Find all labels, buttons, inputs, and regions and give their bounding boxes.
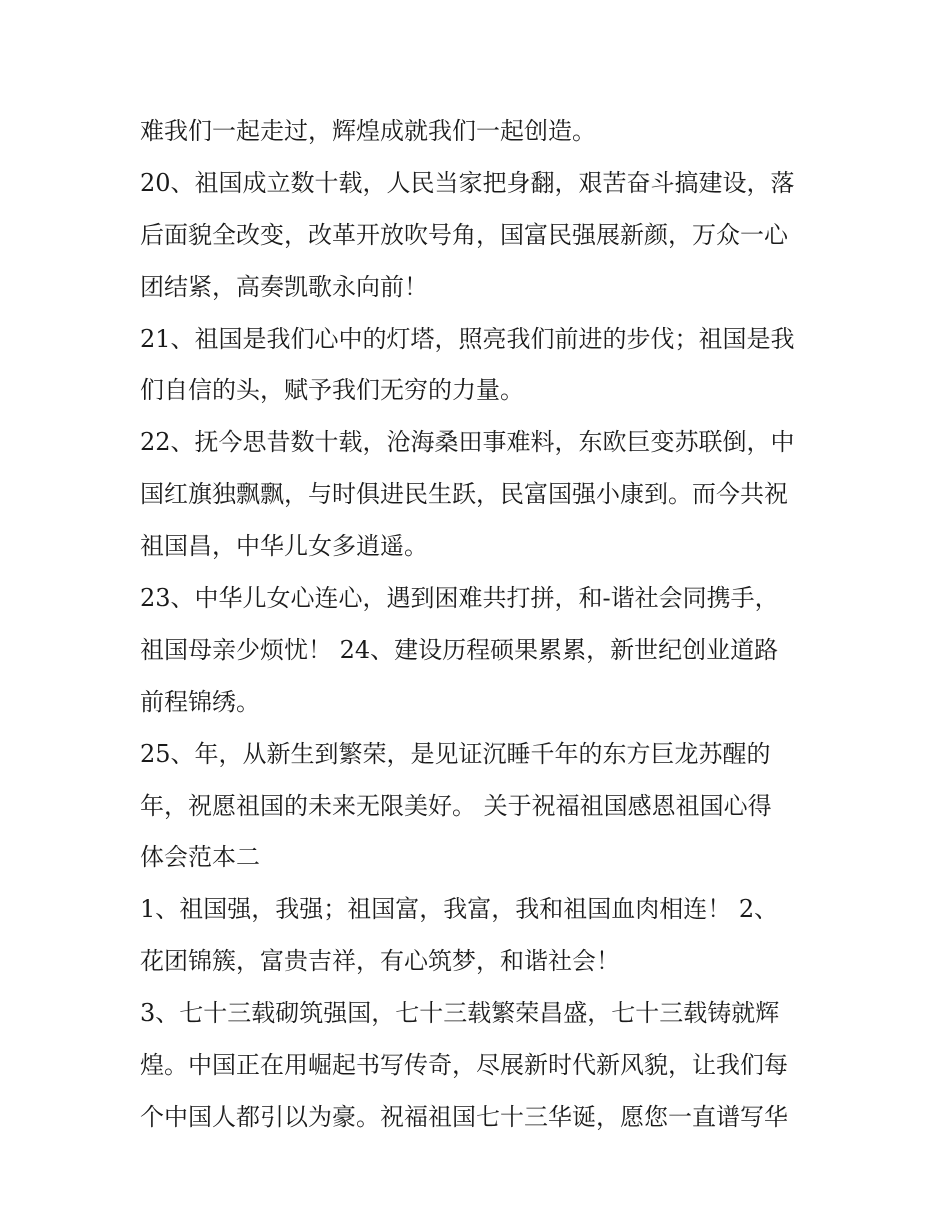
- text-line: 前程锦绣。: [140, 687, 260, 716]
- text-line: 花团锦簇，富贵吉祥，有心筑梦，和谐社会！: [140, 947, 620, 976]
- text-line: 煌。中国正在用崛起书写传奇，尽展新时代新风貌，让我们每: [140, 1051, 788, 1080]
- text-line: 难我们一起走过，辉煌成就我们一起创造。: [140, 117, 596, 145]
- text-line: 体会范本二: [140, 843, 260, 872]
- text-line: 祖国昌，中华儿女多逍遥。: [140, 532, 428, 561]
- text-line: 们自信的头，赋予我们无穷的力量。: [140, 376, 524, 405]
- text-line: 3、七十三载砌筑强国，七十三载繁荣昌盛，七十三载铸就辉: [140, 999, 780, 1028]
- text-line: 21、祖国是我们心中的灯塔，照亮我们前进的步伐；祖国是我: [140, 324, 795, 353]
- text-line: 个中国人都引以为豪。祝福祖国七十三华诞，愿您一直谱写华: [140, 1102, 788, 1131]
- text-line: 年，祝愿祖国的未来无限美好。 关于祝福祖国感恩祖国心得: [140, 791, 772, 820]
- text-line: 1、祖国强，我强；祖国富，我富，我和祖国血肉相连！ 2、: [140, 895, 779, 924]
- document-body: [140, 106, 820, 1144]
- text-line: 后面貌全改变，改革开放吹号角，国富民强展新颜，万众一心: [140, 220, 788, 249]
- text-line: 国红旗独飘飘，与时俱进民生跃，民富国强小康到。而今共祝: [140, 480, 788, 509]
- text-line: 20、祖国成立数十载，人民当家把身翻，艰苦奋斗搞建设，落: [140, 168, 795, 197]
- text-line: 祖国母亲少烦忧！ 24、建设历程硕果累累，新世纪创业道路: [140, 635, 779, 664]
- text-line: 团结紧，高奏凯歌永向前！: [140, 272, 428, 301]
- text-line: 22、抚今思昔数十载，沧海桑田事难料，东欧巨变苏联倒，中: [140, 428, 795, 457]
- text-line: 25、年，从新生到繁荣，是见证沉睡千年的东方巨龙苏醒的: [140, 739, 771, 768]
- text-line: 23、中华儿女心连心，遇到困难共打拼，和-谐社会同携手，: [140, 584, 779, 613]
